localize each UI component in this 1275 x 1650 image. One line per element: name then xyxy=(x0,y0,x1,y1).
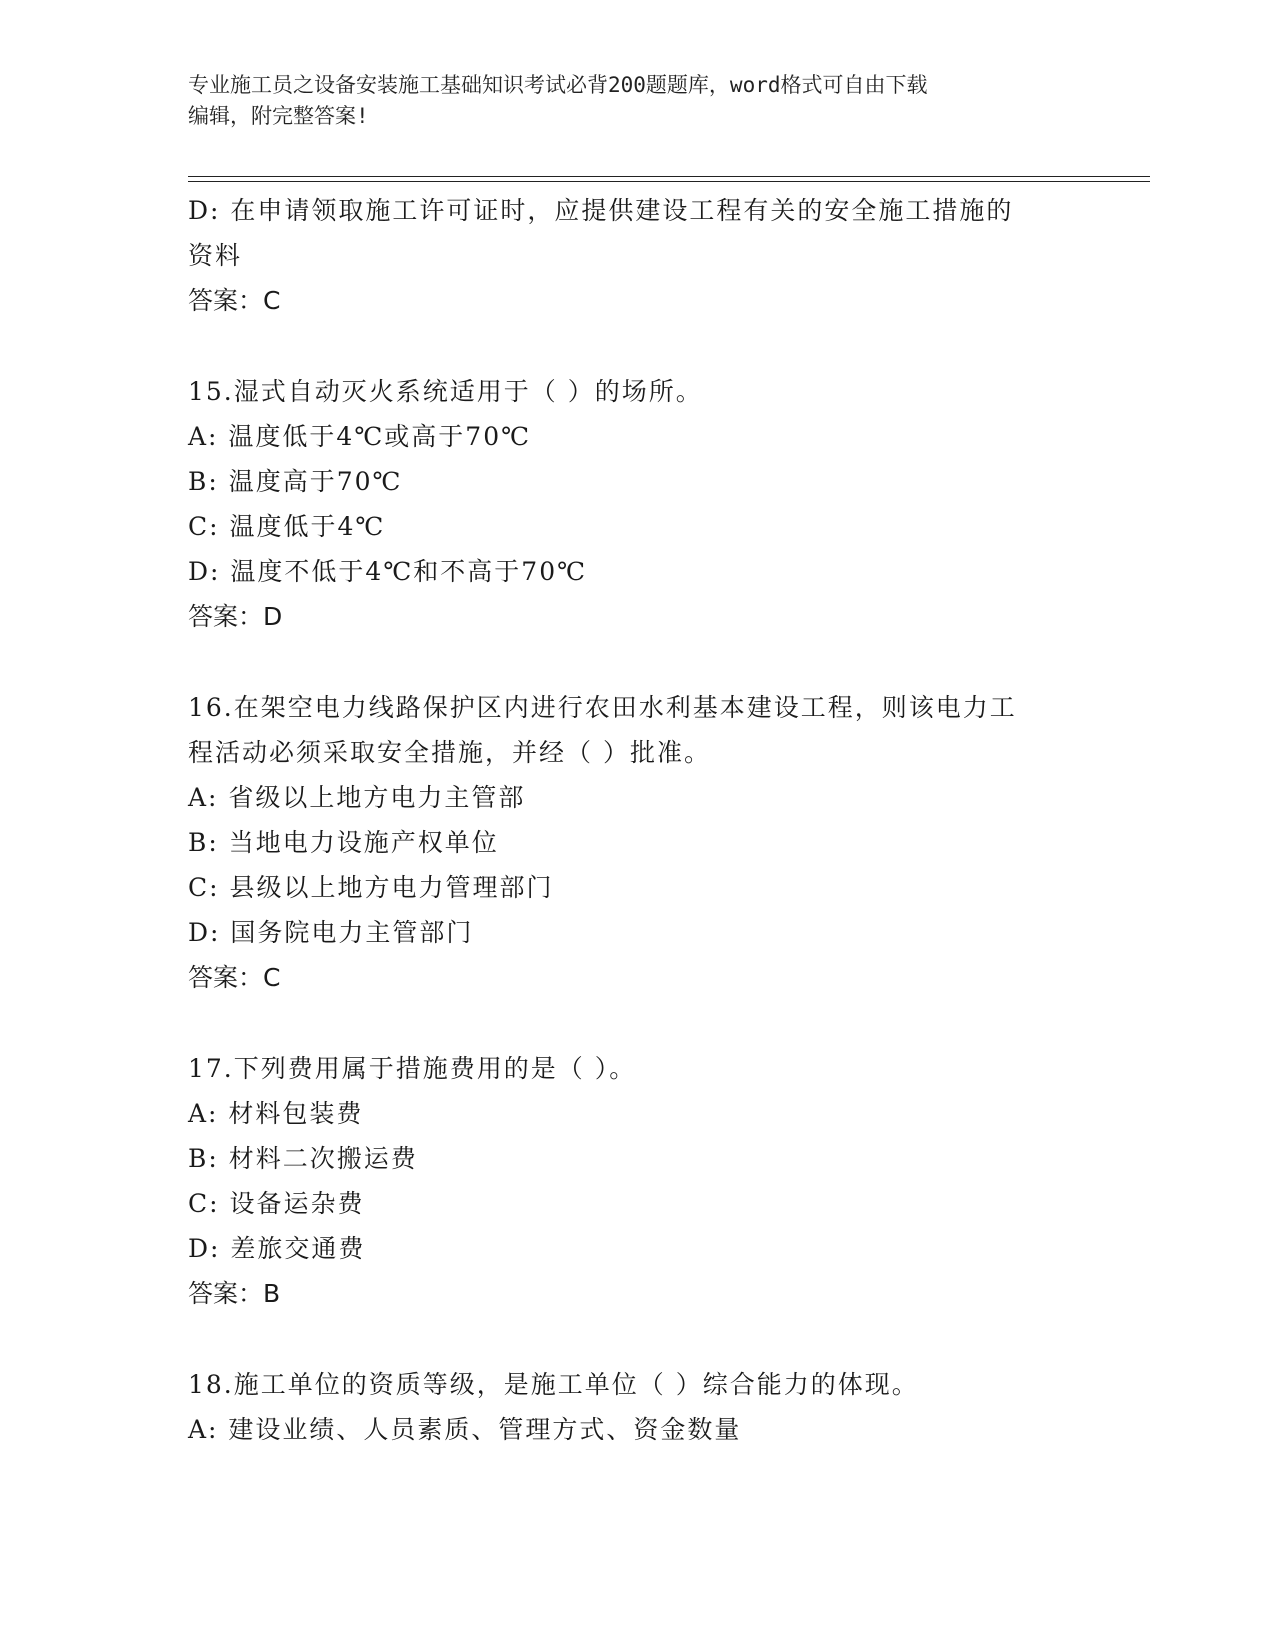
block-gap xyxy=(188,1316,1088,1362)
option-d: D: 温度不低于4℃和不高于70℃ xyxy=(188,557,588,586)
option-b: B: 温度高于70℃ xyxy=(188,467,403,496)
question-stem: 18.施工单位的资质等级，是施工单位（ ）综合能力的体现。 xyxy=(188,1370,919,1399)
option-c: C: 县级以上地方电力管理部门 xyxy=(188,873,554,902)
question-list xyxy=(188,188,1088,1452)
header-rule-top xyxy=(188,176,1150,177)
question-block xyxy=(188,1362,1088,1452)
question-stem: 16.在架空电力线路保护区内进行农田水利基本建设工程，则该电力工 xyxy=(188,693,1017,722)
question-line: 资料 xyxy=(188,241,243,270)
option-b: B: 当地电力设施产权单位 xyxy=(188,828,499,857)
option-d: D: 国务院电力主管部门 xyxy=(188,918,474,947)
question-block xyxy=(188,685,1088,1000)
option-d: D: 差旅交通费 xyxy=(188,1234,366,1263)
question-stem: 15.湿式自动灭火系统适用于（ ）的场所。 xyxy=(188,377,703,406)
option-a: A: 材料包装费 xyxy=(188,1099,364,1128)
answer-line: 答案：C xyxy=(188,963,281,992)
option-a: A: 建设业绩、人员素质、管理方式、资金数量 xyxy=(188,1415,742,1444)
question-block xyxy=(188,188,1088,323)
answer-line: 答案：B xyxy=(188,1279,281,1308)
block-gap xyxy=(188,639,1088,685)
document-header xyxy=(188,70,1068,132)
answer-line: 答案：D xyxy=(188,602,283,631)
block-gap xyxy=(188,1000,1088,1046)
header-line-2: 编辑，附完整答案! xyxy=(188,104,369,128)
question-line: D: 在申请领取施工许可证时，应提供建设工程有关的安全施工措施的 xyxy=(188,196,1014,225)
option-c: C: 设备运杂费 xyxy=(188,1189,365,1218)
question-stem: 程活动必须采取安全措施，并经（ ）批准。 xyxy=(188,738,711,767)
header-line-1: 专业施工员之设备安装施工基础知识考试必背200题题库，word格式可自由下载 xyxy=(188,73,928,97)
question-stem: 17.下列费用属于措施费用的是（ ）。 xyxy=(188,1054,637,1083)
option-a: A: 温度低于4℃或高于70℃ xyxy=(188,422,532,451)
answer-line: 答案：C xyxy=(188,286,281,315)
question-block xyxy=(188,1046,1088,1316)
header-rule-bottom xyxy=(188,181,1150,182)
block-gap xyxy=(188,323,1088,369)
option-b: B: 材料二次搬运费 xyxy=(188,1144,418,1173)
question-block xyxy=(188,369,1088,639)
option-c: C: 温度低于4℃ xyxy=(188,512,386,541)
option-a: A: 省级以上地方电力主管部 xyxy=(188,783,526,812)
